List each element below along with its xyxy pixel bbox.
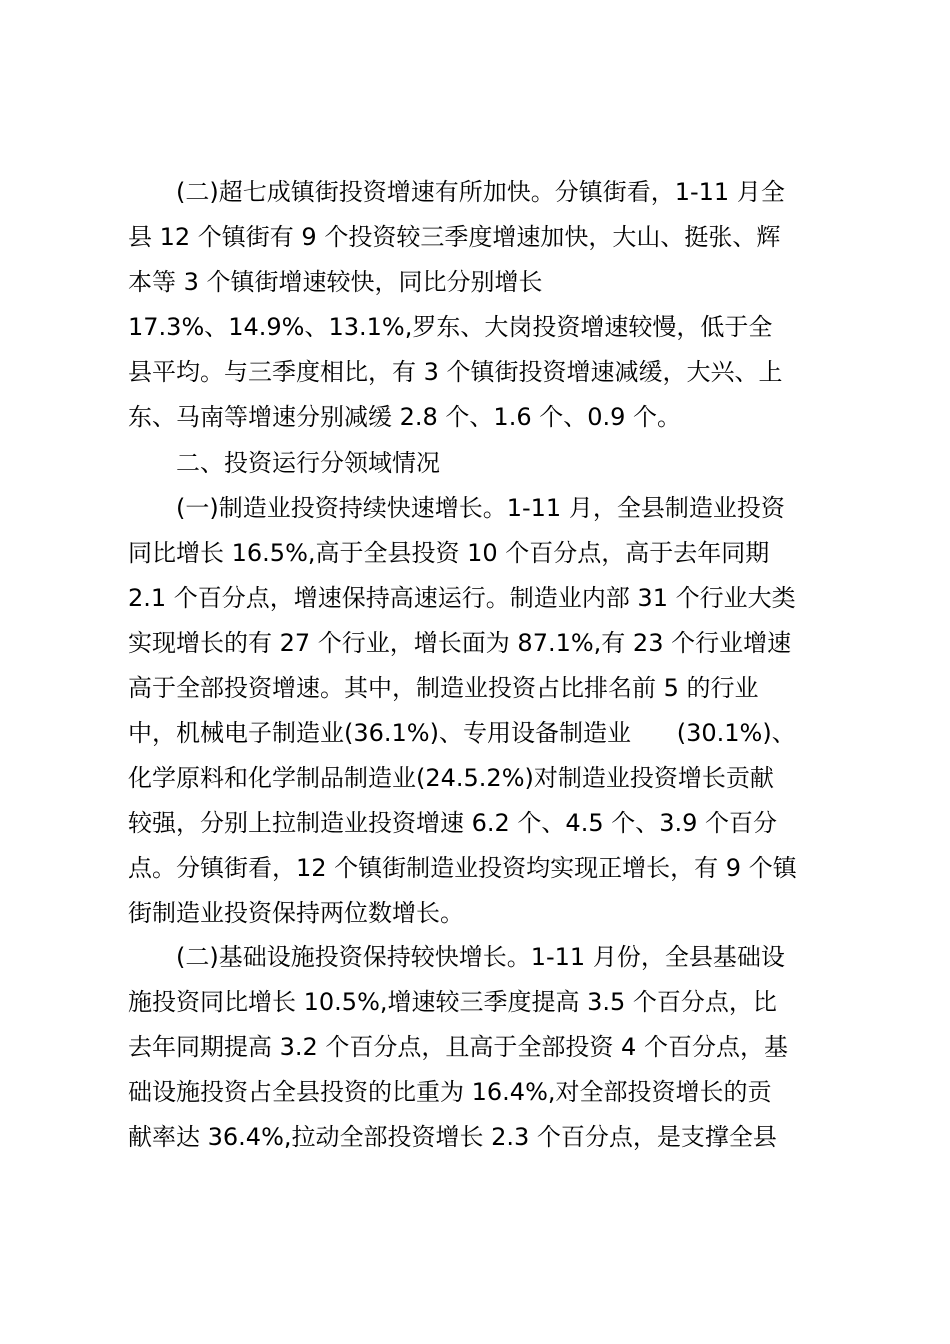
paragraph-line: 同比增长 16.5%,高于全县投资 10 个百分点，高于去年同期 [128, 539, 770, 567]
paragraph-line: 实现增长的有 27 个行业，增长面为 87.1%,有 23 个行业增速 [128, 629, 792, 657]
paragraph-line: 17.3%、14.9%、13.1%,罗东、大岗投资增速较慢，低于全 [128, 313, 773, 341]
paragraph-line: 施投资同比增长 10.5%,增速较三季度提高 3.5 个百分点，比 [128, 988, 777, 1016]
paragraph-line: (二)基础设施投资保持较快增长。1-11 月份，全县基础设 [176, 943, 785, 971]
paragraph-line: 街制造业投资保持两位数增长。 [128, 899, 464, 927]
paragraph-line: 献率达 36.4%,拉动全部投资增长 2.3 个百分点，是支撑全县 [128, 1123, 777, 1151]
paragraph-line: 点。分镇街看，12 个镇街制造业投资均实现正增长，有 9 个镇 [128, 854, 797, 882]
section-heading: 二、投资运行分领域情况 [176, 449, 440, 477]
paragraph-line: 去年同期提高 3.2 个百分点，且高于全部投资 4 个百分点，基 [128, 1033, 788, 1061]
paragraph-line: 东、马南等增速分别减缓 2.8 个、1.6 个、0.9 个。 [128, 403, 682, 431]
paragraph-line: 县 12 个镇街有 9 个投资较三季度增速加快，大山、挺张、辉 [128, 223, 781, 251]
paragraph-line: 高于全部投资增速。其中，制造业投资占比排名前 5 的行业 [128, 674, 759, 702]
paragraph-line: 县平均。与三季度相比，有 3 个镇街投资增速减缓，大兴、上 [128, 358, 783, 386]
paragraph-line: 中，机械电子制造业(36.1%)、专用设备制造业 (30.1%)、 [128, 719, 796, 747]
paragraph-line: 2.1 个百分点，增速保持高速运行。制造业内部 31 个行业大类 [128, 584, 796, 612]
paragraph-line: (一)制造业投资持续快速增长。1-11 月，全县制造业投资 [176, 494, 785, 522]
paragraph-line: 化学原料和化学制品制造业(24.5.2%)对制造业投资增长贡献 [128, 764, 774, 792]
paragraph-line: 较强，分别上拉制造业投资增速 6.2 个、4.5 个、3.9 个百分 [128, 809, 778, 837]
paragraph-line: 本等 3 个镇街增速较快，同比分别增长 [128, 268, 543, 296]
paragraph-line: 础设施投资占全县投资的比重为 16.4%,对全部投资增长的贡 [128, 1078, 772, 1106]
paragraph-line: (二)超七成镇街投资增速有所加快。分镇街看，1-11 月全 [176, 178, 785, 206]
